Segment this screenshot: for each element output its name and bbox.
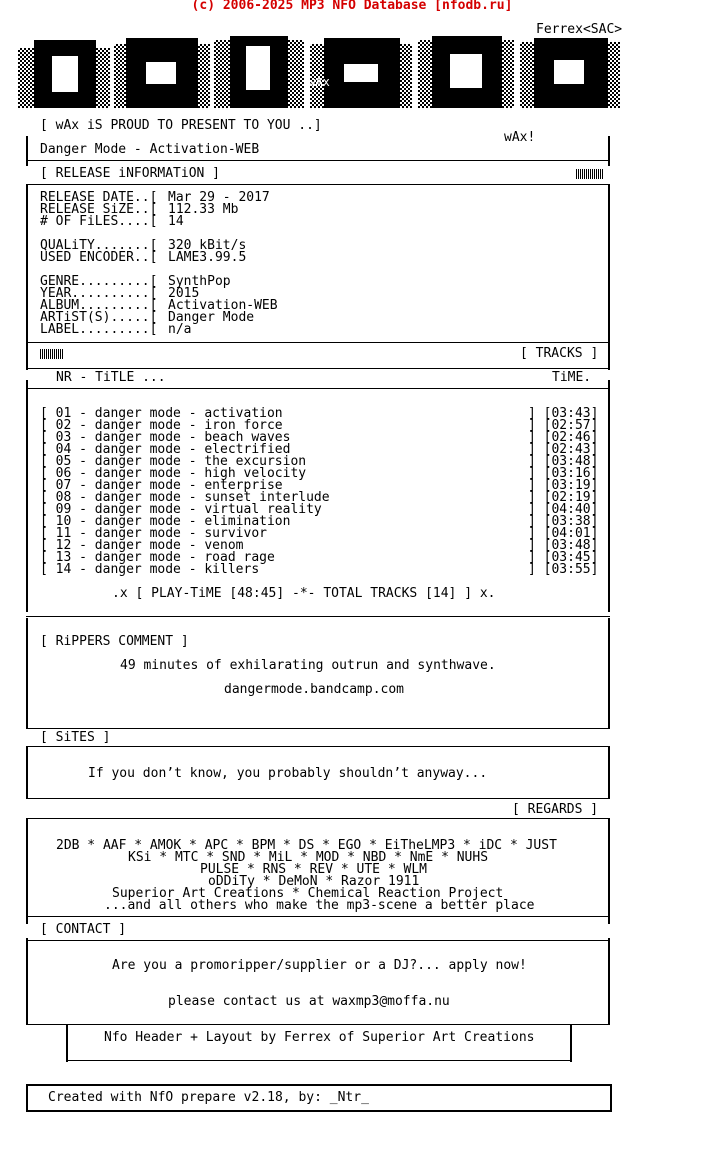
sites-text: If you don’t know, you probably shouldn’t anyway...	[88, 766, 488, 781]
regards-header: [ REGARDS ]	[512, 802, 599, 817]
info-label: QUALiTY.......[	[40, 238, 158, 253]
track-row: [ 07 - danger mode - enterprise	[40, 478, 283, 493]
regards-line: 2DB * AAF * AMOK * APC * BPM * DS * EGO * EiTheLMP3 * iDC * JUST	[56, 838, 557, 853]
info-label: USED ENCODER..[	[40, 250, 158, 265]
info-label: ALBUM.........[	[40, 298, 158, 313]
contact-header: [ CONTACT ]	[40, 922, 127, 937]
regards-line: Superior Art Creations * Chemical Reaction Project	[112, 886, 504, 901]
track-time: ] [04:40]	[528, 502, 599, 517]
rippers-comment-link[interactable]: dangermode.bandcamp.com	[224, 682, 405, 697]
track-time: ] [02:19]	[528, 490, 599, 505]
track-time: ] [03:55]	[528, 562, 599, 577]
playtime-line: .x [ PLAY-TiME [48:45] -*- TOTAL TRACKS [14] ] x.	[112, 586, 496, 601]
track-row: [ 08 - danger mode - sunset interlude	[40, 490, 330, 505]
logo-tag: wAx!	[504, 130, 536, 145]
track-row: [ 03 - danger mode - beach waves	[40, 430, 291, 445]
track-time: ] [03:45]	[528, 550, 599, 565]
page-header: (c) 2006-2025 MP3 NFO Database [nfodb.ru]	[191, 0, 513, 13]
release-title: Danger Mode - Activation-WEB	[40, 142, 260, 157]
track-row: [ 01 - danger mode - activation	[40, 406, 283, 421]
tracks-header: [ TRACKS ]	[520, 346, 599, 361]
track-row: [ 09 - danger mode - virtual reality	[40, 502, 322, 517]
track-time: ] [02:46]	[528, 430, 599, 445]
rippers-header: [ RiPPERS COMMENT ]	[40, 634, 189, 649]
info-value: n/a	[168, 322, 192, 337]
track-row: [ 04 - danger mode - electrified	[40, 442, 291, 457]
track-row: [ 05 - danger mode - the excursion	[40, 454, 307, 469]
info-value: Mar 29 - 2017	[168, 190, 270, 205]
info-label: YEAR..........[	[40, 286, 158, 301]
wax-logo	[14, 34, 624, 116]
info-label: GENRE.........[	[40, 274, 158, 289]
contact-line: Are you a promoripper/supplier or a DJ?... apply now!	[112, 958, 527, 973]
info-value: SynthPop	[168, 274, 231, 289]
regards-line: KSi * MTC * SND * MiL * MOD * NBD * NmE * NUHS	[128, 850, 489, 865]
intro-line: [ wAx iS PROUD TO PRESENT TO YOU ..]	[40, 118, 322, 133]
track-row: [ 11 - danger mode - survivor	[40, 526, 267, 541]
track-row: [ 10 - danger mode - elimination	[40, 514, 291, 529]
info-label: LABEL.........[	[40, 322, 158, 337]
regards-line: PULSE * RNS * REV * UTE * WLM	[200, 862, 427, 877]
track-time: ] [03:43]	[528, 406, 599, 421]
track-row: [ 06 - danger mode - high velocity	[40, 466, 307, 481]
track-time: ] [04:01]	[528, 526, 599, 541]
info-value: 14	[168, 214, 184, 229]
tracks-col-title: NR - TiTLE ...	[56, 370, 166, 385]
track-time: ] [03:48]	[528, 454, 599, 469]
info-value: Danger Mode	[168, 310, 255, 325]
info-value: Activation-WEB	[168, 298, 278, 313]
tracks-col-time: TiME.	[552, 370, 592, 385]
regards-line: oDDiTy * DeMoN * Razor 1911	[208, 874, 420, 889]
info-value: 112.33 Mb	[168, 202, 239, 217]
track-time: ] [02:43]	[528, 442, 599, 457]
track-time: ] [03:19]	[528, 478, 599, 493]
info-header: [ RELEASE iNFORMATiON ]	[40, 166, 221, 181]
track-row: [ 02 - danger mode - iron force	[40, 418, 283, 433]
regards-line: ...and all others who make the mp3-scene a better place	[104, 898, 535, 913]
info-label: RELEASE DATE..[	[40, 190, 158, 205]
track-time: ] [02:57]	[528, 418, 599, 433]
logo-text: wAx	[308, 75, 330, 89]
layout-credit: Nfo Header + Layout by Ferrex of Superior Art Creations	[104, 1030, 535, 1045]
sites-header: [ SiTES ]	[40, 730, 111, 745]
info-value: LAME3.99.5	[168, 250, 247, 265]
track-row: [ 13 - danger mode - road rage	[40, 550, 275, 565]
info-label: ARTiST(S).....[	[40, 310, 158, 325]
track-time: ] [03:16]	[528, 466, 599, 481]
info-label: RELEASE SiZE..[	[40, 202, 158, 217]
track-time: ] [03:38]	[528, 514, 599, 529]
info-value: 320 kBit/s	[168, 238, 247, 253]
contact-line: please contact us at waxmp3@moffa.nu	[168, 994, 450, 1009]
track-row: [ 12 - danger mode - venom	[40, 538, 244, 553]
track-time: ] [03:48]	[528, 538, 599, 553]
track-row: [ 14 - danger mode - killers	[40, 562, 260, 577]
footer-text: Created with NfO prepare v2.18, by: _Ntr_	[48, 1090, 369, 1105]
info-label: # OF FiLES....[	[40, 214, 158, 229]
rippers-comment-line: 49 minutes of exhilarating outrun and synthwave.	[120, 658, 496, 673]
logo-credit: Ferrex<SAC>	[536, 22, 623, 37]
info-value: 2015	[168, 286, 200, 301]
